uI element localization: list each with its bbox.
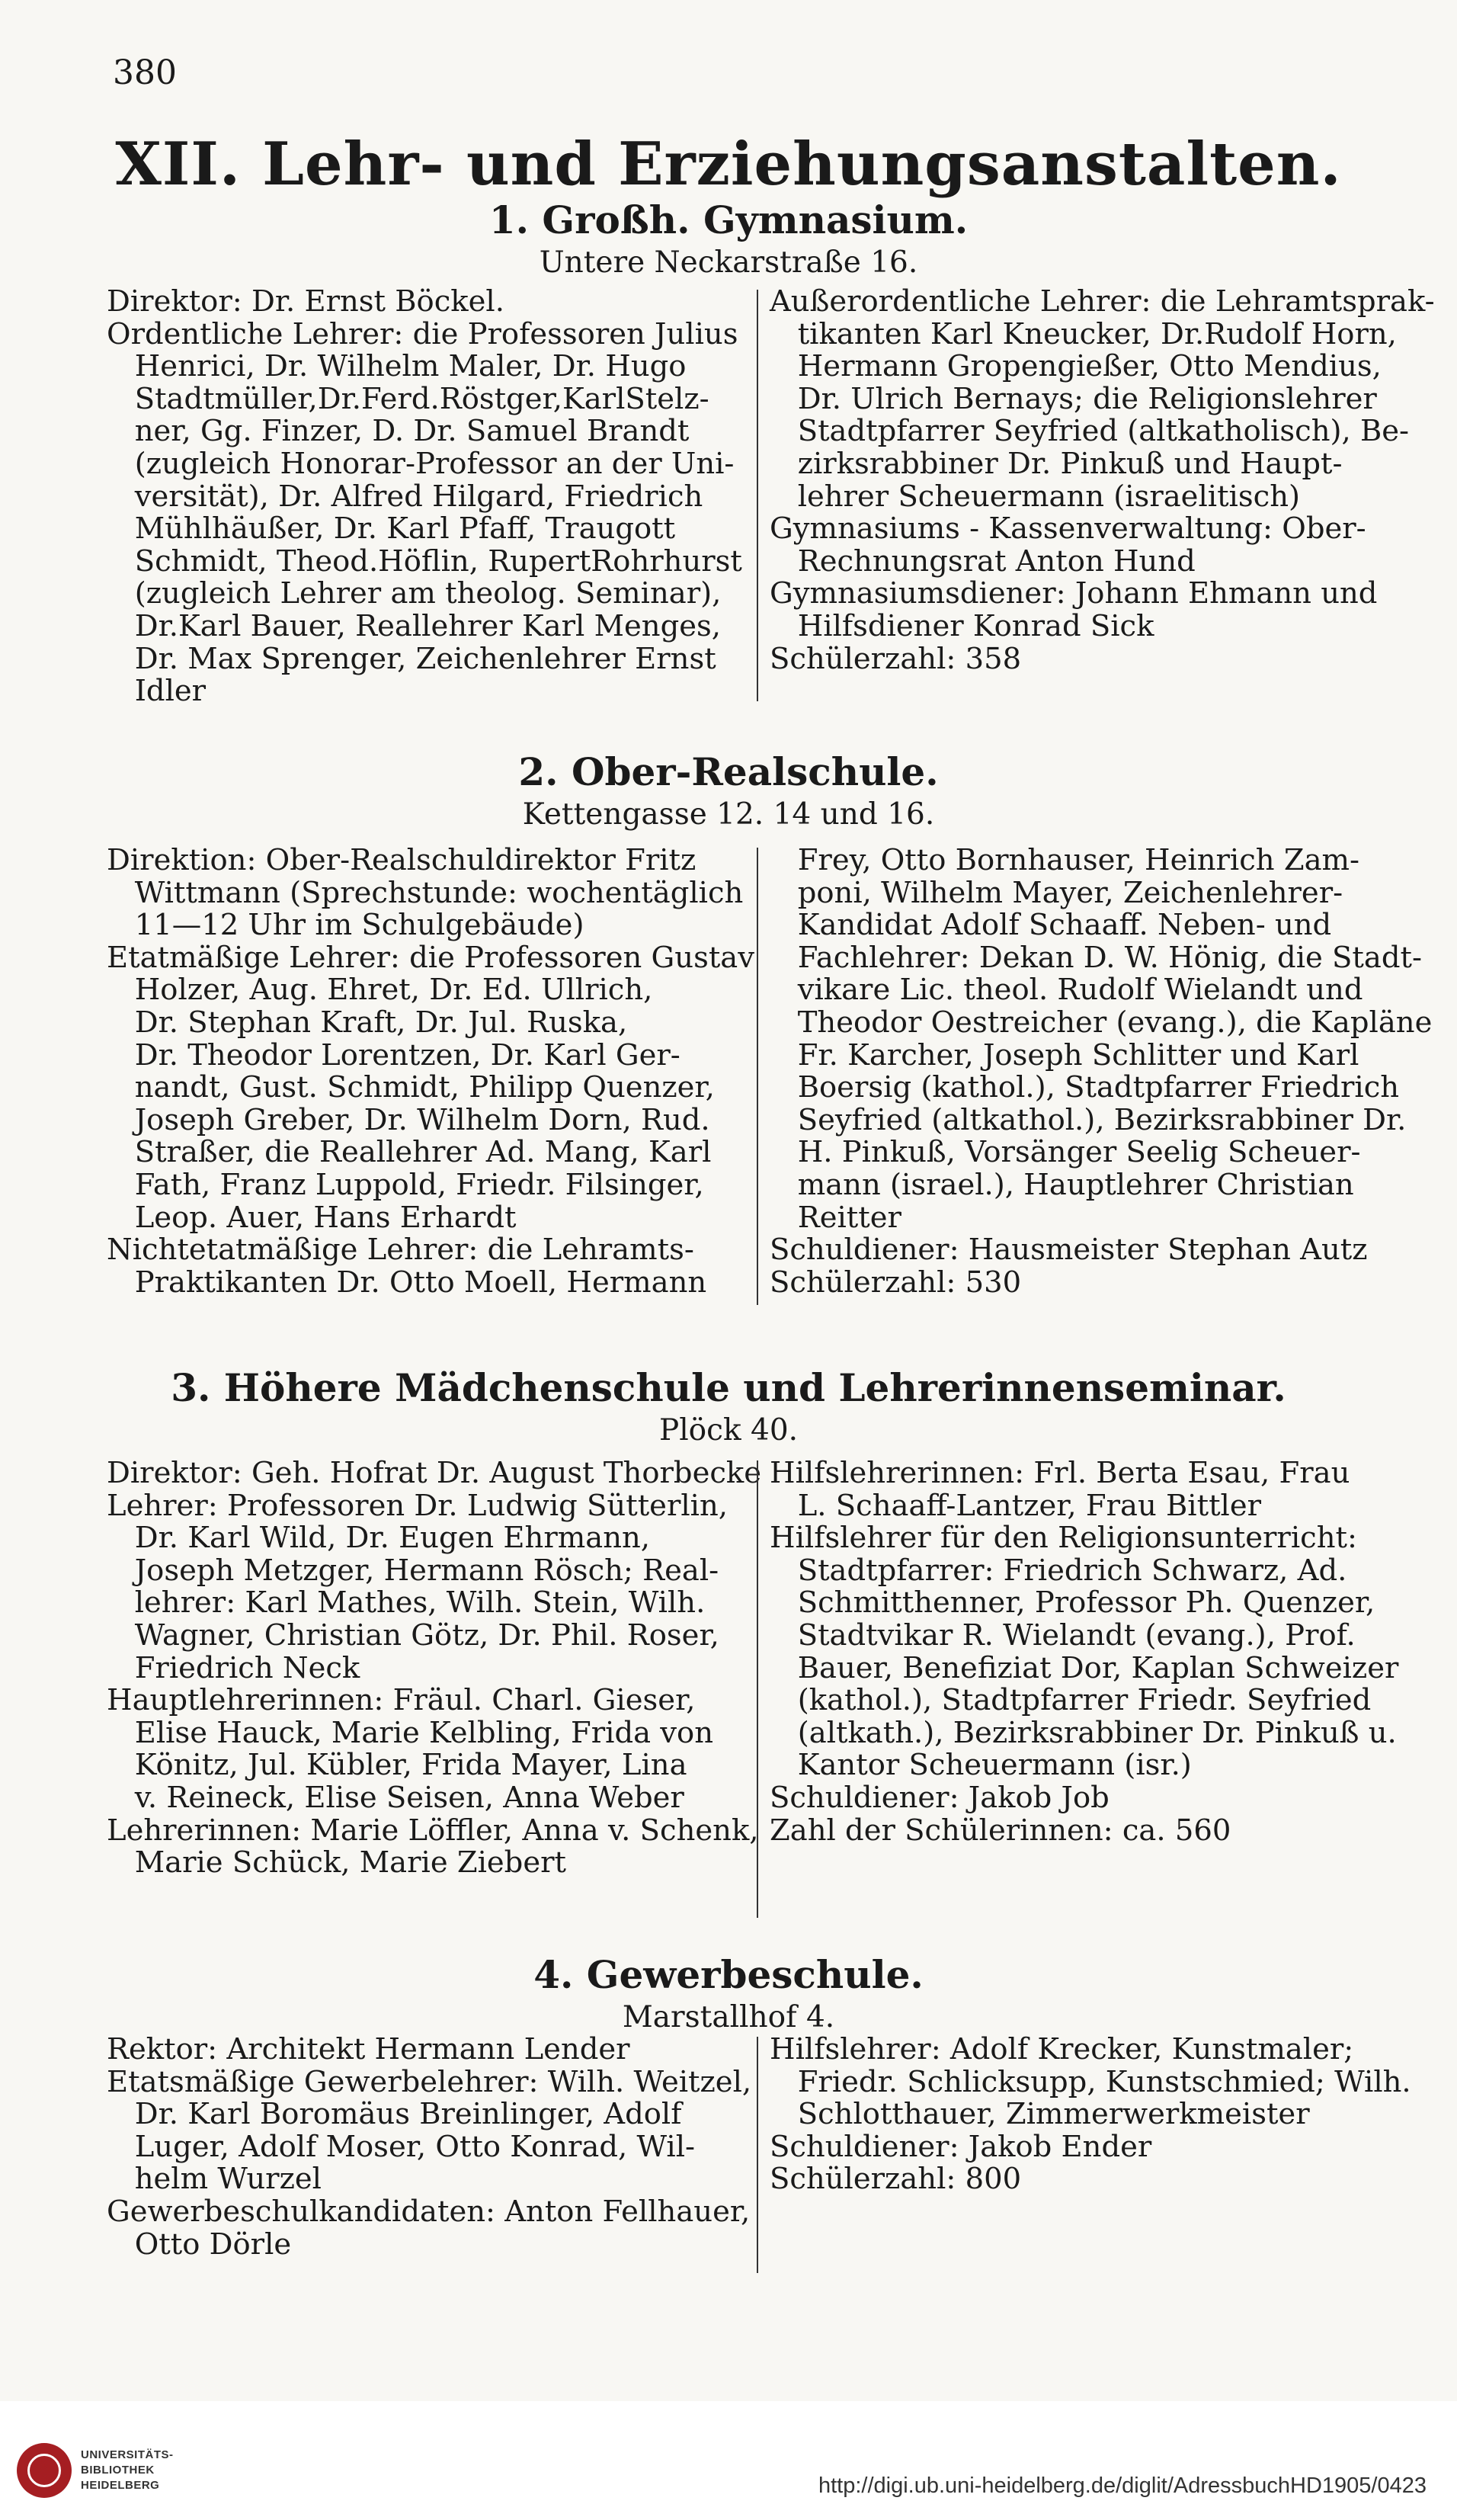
text-line: Stadtpfarrer: Friedrich Schwarz, Ad. — [770, 1553, 1347, 1588]
text-line: Kandidat Adolf Schaaff. Neben- und — [770, 908, 1332, 943]
text-line: Rektor: Architekt Hermann Lender — [107, 2032, 630, 2066]
text-line: Gewerbeschulkandidaten: Anton Fellhauer, — [107, 2194, 751, 2229]
text-line: Henrici, Dr. Wilhelm Maler, Dr. Hugo — [107, 349, 687, 384]
text-line: Hilfslehrer für den Religionsunterricht: — [770, 1521, 1357, 1556]
page-number: 380 — [113, 53, 177, 92]
text-line: helm Wurzel — [107, 2162, 322, 2197]
text-line: Direktor: Dr. Ernst Böckel. — [107, 284, 504, 319]
text-line: Dr. Karl Wild, Dr. Eugen Ehrmann, — [107, 1521, 651, 1556]
logo-text-line: BIBLIOTHEK — [81, 2464, 155, 2477]
text-line: Dr. Stephan Kraft, Dr. Jul. Ruska, — [107, 1005, 628, 1040]
text-line: Holzer, Aug. Ehret, Dr. Ed. Ullrich, — [107, 973, 653, 1008]
text-line: lehrer Scheuermann (israelitisch) — [770, 479, 1301, 514]
section-1-header — [0, 197, 1457, 282]
section-4-header — [0, 1951, 1457, 2037]
text-line: Marie Schück, Marie Ziebert — [107, 1845, 566, 1880]
text-line: Dr. Ulrich Bernays; die Religionslehrer — [770, 381, 1377, 416]
text-line: poni, Wilhelm Mayer, Zeichenlehrer- — [770, 875, 1343, 910]
section-title: 4. Gewerbeschule. — [533, 1952, 924, 1997]
text-line: L. Schaaff-Lantzer, Frau Bittler — [770, 1488, 1262, 1523]
text-line: (zugleich Honorar-Professor an der Uni- — [107, 446, 735, 481]
text-line: Schuldiener: Jakob Ender — [770, 2129, 1152, 2164]
text-line: v. Reineck, Elise Seisen, Anna Weber — [107, 1780, 684, 1815]
text-line: Luger, Adolf Moser, Otto Konrad, Wil- — [107, 2129, 696, 2164]
text-line: Schülerzahl: 800 — [770, 2162, 1022, 2197]
text-line: Mühlhäußer, Dr. Karl Pfaff, Traugott — [107, 511, 676, 547]
section-3-header — [0, 1364, 1457, 1450]
text-line: Praktikanten Dr. Otto Moell, Hermann — [107, 1265, 707, 1300]
text-line: Fachlehrer: Dekan D. W. Hönig, die Stadt- — [770, 940, 1422, 975]
text-line: Etatsmäßige Gewerbelehrer: Wilh. Weitzel, — [107, 2064, 752, 2099]
text-line: Bauer, Benefiziat Dor, Kaplan Schweizer — [770, 1650, 1399, 1685]
text-line: Stadtpfarrer Seyfried (altkatholisch), Be- — [770, 414, 1410, 449]
text-line: Seyfried (altkathol.), Bezirksrabbiner Dr. — [770, 1102, 1407, 1137]
text-line: Schlotthauer, Zimmerwerkmeister — [770, 2097, 1310, 2132]
text-line: Dr. Karl Boromäus Breinlinger, Adolf — [107, 2097, 682, 2132]
text-line: Schuldiener: Hausmeister Stephan Autz — [770, 1233, 1368, 1268]
text-line: Stadtmüller,Dr.Ferd.Röstger,KarlStelz- — [107, 381, 709, 416]
text-line: 11—12 Uhr im Schulgebäude) — [107, 908, 584, 943]
text-line: Stadtvikar R. Wielandt (evang.), Prof. — [770, 1617, 1356, 1653]
text-line: Gymnasiums - Kassenverwaltung: Ober- — [770, 511, 1366, 547]
column-divider — [757, 848, 758, 1305]
section-3-right-column — [770, 1457, 1410, 1847]
text-line: zirksrabbiner Dr. Pinkuß und Haupt- — [770, 446, 1343, 481]
text-line: Nichtetatmäßige Lehrer: die Lehramts- — [107, 1233, 694, 1268]
text-line: Joseph Greber, Dr. Wilhelm Dorn, Rud. — [107, 1102, 710, 1137]
text-line: Ordentliche Lehrer: die Professoren Julius — [107, 316, 738, 351]
text-line: Dr.Karl Bauer, Reallehrer Karl Menges, — [107, 608, 721, 643]
logo-text — [81, 2448, 174, 2493]
text-line: Hilfslehrer: Adolf Krecker, Kunstmaler; — [770, 2032, 1354, 2066]
text-line: Lehrer: Professoren Dr. Ludwig Sütterlin, — [107, 1488, 728, 1523]
text-line: Dr. Max Sprenger, Zeichenlehrer Ernst — [107, 641, 716, 676]
text-line: Friedrich Neck — [107, 1650, 360, 1685]
section-3-left-column — [107, 1456, 762, 1880]
text-line: nandt, Gust. Schmidt, Philipp Quenzer, — [107, 1070, 715, 1105]
permalink-url[interactable]: http://digi.ub.uni-heidelberg.de/diglit/AdressbuchHD1905/0423 — [818, 2474, 1427, 2498]
text-line: Schülerzahl: 530 — [770, 1265, 1022, 1300]
section-address: Plöck 40. — [658, 1413, 799, 1448]
chapter-title: XII. Lehr- und Erziehungsanstalten. — [115, 130, 1342, 199]
section-1-left-column — [107, 286, 754, 708]
section-title: 2. Ober-Realschule. — [518, 749, 939, 794]
text-line: Zahl der Schülerinnen: ca. 560 — [770, 1813, 1231, 1848]
text-line: Direktion: Ober-Realschuldirektor Fritz — [107, 843, 696, 877]
text-line: Könitz, Jul. Kübler, Frida Mayer, Lina — [107, 1748, 687, 1783]
text-line: H. Pinkuß, Vorsänger Seelig Scheuer- — [770, 1135, 1361, 1170]
library-logo — [17, 2443, 200, 2504]
text-line: Wittmann (Sprechstunde: wochentäglich — [107, 875, 744, 910]
section-4-right-column — [770, 2034, 1410, 2196]
text-line: (altkath.), Bezirksrabbiner Dr. Pinkuß u. — [770, 1715, 1397, 1750]
text-line: Hilfslehrerinnen: Frl. Berta Esau, Frau — [770, 1456, 1350, 1490]
text-line: tikanten Karl Kneucker, Dr.Rudolf Horn, — [770, 316, 1397, 351]
section-title: 1. Großh. Gymnasium. — [488, 197, 969, 242]
text-line: Joseph Metzger, Hermann Rösch; Real- — [107, 1553, 719, 1588]
text-line: Theodor Oestreicher (evang.), die Kapläne — [770, 1005, 1433, 1040]
text-line: Idler — [107, 674, 207, 709]
section-2-header — [0, 749, 1457, 834]
text-line: versität), Dr. Alfred Hilgard, Friedrich — [107, 479, 703, 514]
section-address: Kettengasse 12. 14 und 16. — [522, 797, 935, 832]
text-line: Direktor: Geh. Hofrat Dr. August Thorbecke — [107, 1456, 762, 1490]
text-line: ner, Gg. Finzer, D. Dr. Samuel Brandt — [107, 414, 690, 449]
text-line: vikare Lic. theol. Rudolf Wielandt und — [770, 973, 1363, 1008]
text-line: Hermann Gropengießer, Otto Mendius, — [770, 349, 1382, 384]
section-1-right-column — [770, 284, 1435, 676]
text-line: Friedr. Schlicksupp, Kunstschmied; Wilh. — [770, 2064, 1411, 2099]
text-line: Dr. Theodor Lorentzen, Dr. Karl Ger- — [107, 1037, 680, 1072]
text-line: Gymnasiumsdiener: Johann Ehmann und — [770, 576, 1378, 611]
text-line: Etatmäßige Lehrer: die Professoren Gustav — [107, 940, 755, 975]
text-line: Reitter — [770, 1200, 901, 1235]
text-line: (zugleich Lehrer am theolog. Seminar), — [107, 576, 722, 611]
text-line: Wagner, Christian Götz, Dr. Phil. Roser, — [107, 1617, 719, 1653]
text-line: mann (israel.), Hauptlehrer Christian — [770, 1167, 1354, 1202]
text-line: Schuldiener: Jakob Job — [770, 1780, 1110, 1815]
text-line: Lehrerinnen: Marie Löffler, Anna v. Schenk, — [107, 1813, 759, 1848]
text-line: Schülerzahl: 358 — [770, 641, 1022, 676]
logo-text-line: UNIVERSITÄTS- — [81, 2448, 174, 2461]
text-line: Straßer, die Reallehrer Ad. Mang, Karl — [107, 1135, 712, 1170]
section-address: Untere Neckarstraße 16. — [539, 245, 918, 280]
logo-text-line: HEIDELBERG — [81, 2479, 160, 2492]
text-line: lehrer: Karl Mathes, Wilh. Stein, Wilh. — [107, 1585, 706, 1621]
section-2-left-column — [107, 845, 754, 1299]
section-2-right-column — [770, 843, 1433, 1300]
text-line: (kathol.), Stadtpfarrer Friedr. Seyfried — [770, 1683, 1372, 1718]
text-line: Elise Hauck, Marie Kelbling, Frida von — [107, 1715, 714, 1750]
text-line: Schmitthenner, Professor Ph. Quenzer, — [770, 1585, 1375, 1621]
column-divider — [757, 2037, 758, 2273]
text-line: Hauptlehrerinnen: Fräul. Charl. Gieser, — [107, 1683, 696, 1718]
text-line: Fr. Karcher, Joseph Schlitter und Karl — [770, 1037, 1359, 1072]
section-address: Marstallhof 4. — [622, 2000, 835, 2034]
text-line: Fath, Franz Luppold, Friedr. Filsinger, — [107, 1167, 704, 1202]
section-title: 3. Höhere Mädchenschule und Lehrerinnenseminar. — [171, 1365, 1286, 1410]
text-line: Otto Dörle — [107, 2227, 292, 2262]
text-line: Rechnungsrat Anton Hund — [770, 543, 1196, 579]
university-seal-icon — [17, 2443, 72, 2498]
column-divider — [757, 290, 758, 701]
text-line: Kantor Scheuermann (isr.) — [770, 1748, 1192, 1783]
column-divider — [757, 1460, 758, 1918]
text-line: Außerordentliche Lehrer: die Lehramtsprak- — [770, 284, 1435, 319]
text-line: Schmidt, Theod.Höflin, RupertRohrhurst — [107, 543, 742, 579]
section-4-left-column — [107, 2034, 754, 2261]
text-line: Leop. Auer, Hans Erhardt — [107, 1200, 517, 1235]
viewer-footer — [0, 2401, 1457, 2520]
text-line: Hilfsdiener Konrad Sick — [770, 608, 1154, 643]
text-line: Boersig (kathol.), Stadtpfarrer Friedrich — [770, 1070, 1400, 1105]
text-line: Frey, Otto Bornhauser, Heinrich Zam- — [770, 843, 1360, 877]
